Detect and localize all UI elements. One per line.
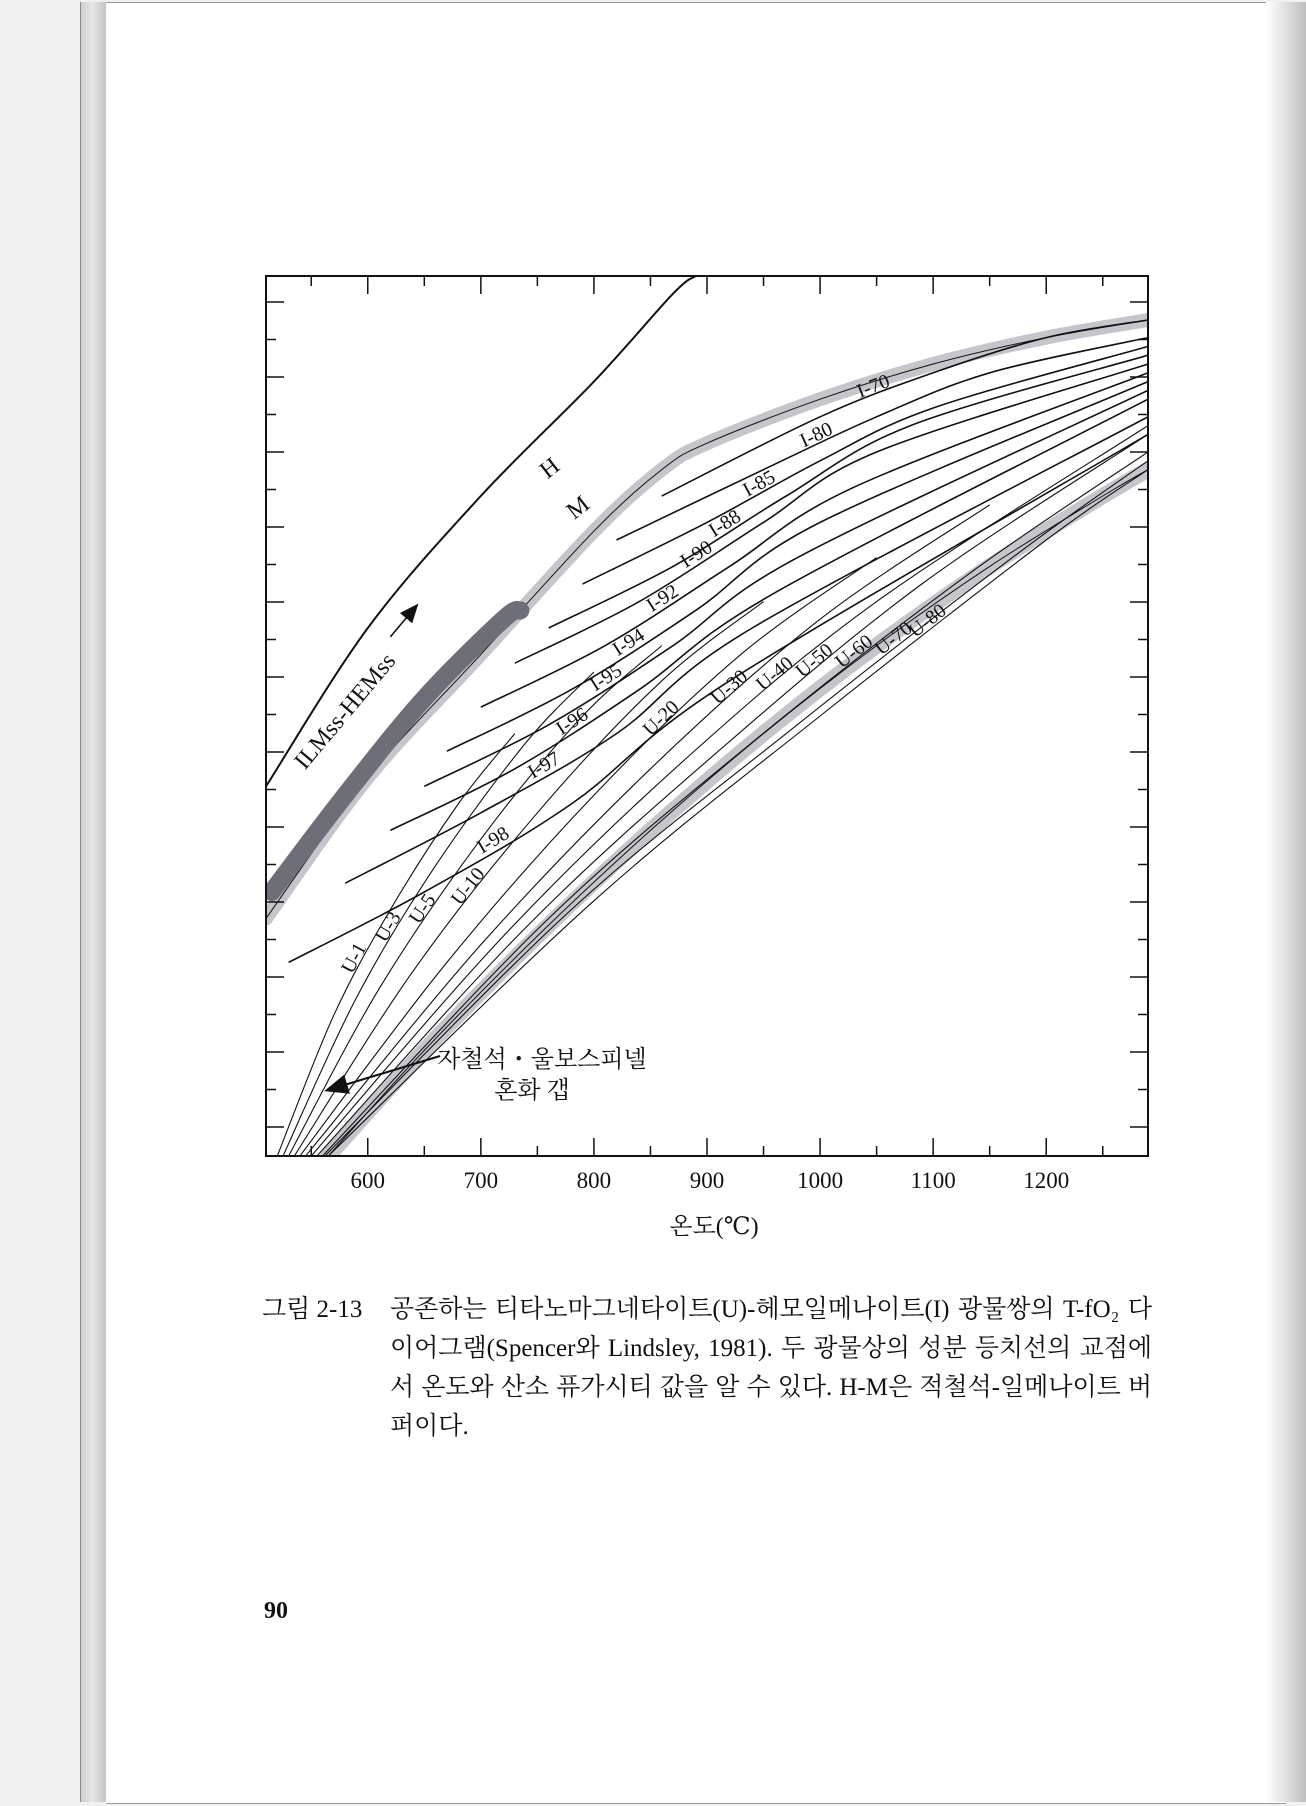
- isopleth-label-u-60: U-60: [831, 630, 878, 674]
- isopleth-label-u-30: U-30: [706, 665, 753, 710]
- isopleth-label-i-92: I-92: [642, 580, 683, 617]
- x-tick-label-700: 700: [463, 1168, 499, 1193]
- isopleth-label-i-70: I-70: [853, 370, 893, 403]
- isopleth-label-u-10: U-10: [446, 863, 490, 910]
- isopleth-label-i-88: I-88: [704, 505, 745, 542]
- ilm-arrow: [390, 606, 416, 637]
- miscibility-gap-label-2: 혼화 갭: [494, 1078, 570, 1104]
- isopleth-label-u-50: U-50: [791, 639, 838, 683]
- isopleth-label-u-80: U-80: [904, 599, 951, 643]
- m-label: M: [561, 491, 595, 525]
- isopleth-label-i-97: I-97: [524, 747, 565, 784]
- isopleth-label-i-96: I-96: [552, 703, 593, 740]
- isopleth-label-u-3: U-3: [370, 907, 406, 946]
- isopleth-label-u-70: U-70: [870, 617, 917, 660]
- x-tick-label-1000: 1000: [797, 1168, 844, 1193]
- ilmss-hemss-label: ILMss-HEMss: [289, 648, 402, 775]
- isopleth-label-i-85: I-85: [739, 466, 780, 502]
- isopleth-label-u-1: U-1: [337, 939, 372, 978]
- isopleth-label-i-90: I-90: [676, 536, 717, 573]
- isopleth-label-i-95: I-95: [586, 659, 627, 696]
- x-axis-label: 온도(℃): [669, 1214, 759, 1240]
- x-tick-label-1200: 1200: [1023, 1168, 1070, 1193]
- miscibility-gap-label-1: 자철석・울보스피넬: [437, 1047, 647, 1073]
- isopleth-label-u-20: U-20: [638, 696, 684, 741]
- x-tick-label-800: 800: [576, 1168, 612, 1193]
- isopleth-i-70: [662, 320, 1148, 496]
- page-number: 90: [264, 1598, 288, 1624]
- h-label: H: [535, 452, 565, 485]
- caption-text: 공존하는 티타노마그네타이트(U)-헤모일메나이트(I) 광물쌍의 T-fO₂ 다이어그램(Spencer와 Lindsley, 1981). 두 광물상의 성분 등치선의 교점에서 온도와 산소 퓨가시티 값을 알 수 있다. H-M은 적철석-일메나이트 버퍼이다.: [390, 1296, 1152, 1440]
- isopleth-label-i-94: I-94: [608, 624, 649, 661]
- isopleth-label-i-98: I-98: [473, 822, 514, 859]
- isopleth-label-u-40: U-40: [751, 652, 798, 696]
- x-tick-label-900: 900: [689, 1168, 725, 1193]
- x-tick-label-1100: 1100: [910, 1168, 956, 1193]
- x-tick-label-600: 600: [350, 1168, 386, 1193]
- isopleth-label-u-5: U-5: [404, 889, 441, 928]
- isopleth-label-i-80: I-80: [796, 418, 837, 453]
- figure-number: 그림 2-13: [262, 1296, 363, 1323]
